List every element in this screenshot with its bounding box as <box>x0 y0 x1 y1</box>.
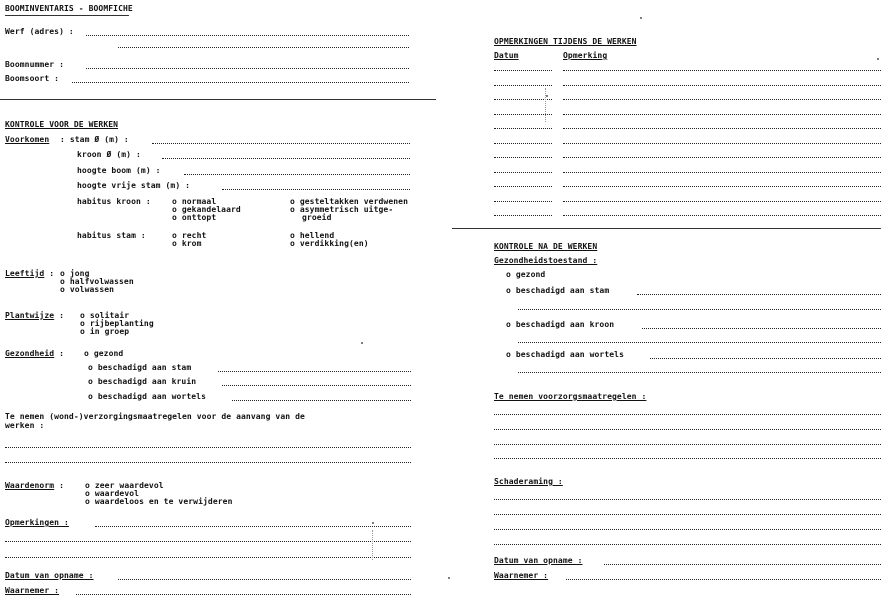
field-voorzorg-line-1[interactable] <box>494 414 881 415</box>
field-beschadigd-wortels[interactable] <box>232 400 411 401</box>
remarks-datum-cell[interactable] <box>494 85 552 86</box>
label-kroon-diameter: kroon Ø (m) : <box>77 150 141 159</box>
option-zeer-waardevol[interactable]: o zeer waardevol <box>85 481 164 490</box>
field-werf-line-2[interactable] <box>118 47 409 48</box>
field-datum-opname-left[interactable] <box>118 579 411 580</box>
field-kroon-diameter[interactable] <box>162 158 410 159</box>
field-na-stam-1[interactable] <box>637 294 881 295</box>
label-waarnemer-left: Waarnemer : <box>5 586 60 595</box>
option-beschadigd-stam[interactable]: o beschadigd aan stam <box>88 363 192 372</box>
remarks-opmerking-cell[interactable] <box>563 99 881 100</box>
remarks-datum-cell[interactable] <box>494 99 552 100</box>
field-werf-line-1[interactable] <box>86 35 409 36</box>
label-opmerkingen: Opmerkingen : <box>5 518 69 527</box>
heading-opmerkingen-tijdens: OPMERKINGEN TIJDENS DE WERKEN <box>494 37 637 46</box>
remarks-opmerking-cell[interactable] <box>563 143 881 144</box>
remarks-datum-cell[interactable] <box>494 186 552 187</box>
col-header-datum: Datum <box>494 51 519 60</box>
label-hoogte-boom: hoogte boom (m) : <box>77 166 161 175</box>
label-stam-diameter: : stam Ø (m) : <box>60 135 129 144</box>
option-waardevol[interactable]: o waardevol <box>85 489 140 498</box>
option-waardeloos[interactable]: o waardeloos en te verwijderen <box>85 497 233 506</box>
option-recht[interactable]: o recht <box>172 231 207 240</box>
field-na-kroon-1[interactable] <box>642 328 881 329</box>
field-wond-line-2[interactable] <box>5 462 411 463</box>
remarks-opmerking-cell[interactable] <box>563 186 881 187</box>
option-asymmetrisch[interactable]: o asymmetrisch uitge- <box>290 205 394 214</box>
remarks-opmerking-cell[interactable] <box>563 85 881 86</box>
option-na-beschadigd-kroon[interactable]: o beschadigd aan kroon <box>506 320 615 329</box>
label-gezondheid: Gezondheid : <box>5 349 65 358</box>
option-jong[interactable]: o jong <box>60 269 90 278</box>
label-plantwijze: Plantwijze : <box>5 311 65 320</box>
option-volwassen[interactable]: o volwassen <box>60 285 115 294</box>
option-hellend[interactable]: o hellend <box>290 231 335 240</box>
field-voorzorg-line-2[interactable] <box>494 429 881 430</box>
option-solitair[interactable]: o solitair <box>80 311 130 320</box>
field-stam-diameter[interactable] <box>152 143 410 144</box>
option-beschadigd-kruin[interactable]: o beschadigd aan kruin <box>88 377 197 386</box>
field-boomnummer[interactable] <box>86 68 409 69</box>
field-waarnemer-left[interactable] <box>76 594 411 595</box>
field-na-stam-2[interactable] <box>518 309 881 310</box>
field-waarnemer-right[interactable] <box>566 579 881 580</box>
scan-mark <box>545 88 546 122</box>
label-werf: Werf (adres) : <box>5 27 74 36</box>
field-boomsoort[interactable] <box>72 82 409 83</box>
label-datum-opname-left: Datum van opname : <box>5 571 94 580</box>
remarks-opmerking-cell[interactable] <box>563 114 881 115</box>
label-wond-maatregelen: Te nemen (wond-)verzorgingsmaatregelen voor de aanvang van de <box>5 412 305 421</box>
field-na-wortels-1[interactable] <box>650 358 881 359</box>
col-header-opmerking: Opmerking <box>563 51 608 60</box>
remarks-datum-cell[interactable] <box>494 201 552 202</box>
field-hoogte-boom[interactable] <box>184 174 410 175</box>
option-beschadigd-wortels[interactable]: o beschadigd aan wortels <box>88 392 206 401</box>
field-hoogte-vrije-stam[interactable] <box>222 189 410 190</box>
field-schade-line-4[interactable] <box>494 544 881 545</box>
option-gezond[interactable]: o gezond <box>84 349 124 358</box>
option-normaal[interactable]: o normaal <box>172 197 217 206</box>
label-wond-maatregelen-cont: werken : <box>5 421 45 430</box>
scan-speck <box>372 522 374 524</box>
label-boomsoort: Boomsoort : <box>5 74 60 83</box>
option-na-gezond[interactable]: o gezond <box>506 270 546 279</box>
field-schade-line-2[interactable] <box>494 514 881 515</box>
heading-gezondheidstoestand: Gezondheidstoestand : <box>494 256 598 265</box>
section-divider-right <box>452 228 881 229</box>
heading-kontrole-voor: KONTROLE VOOR DE WERKEN <box>5 120 119 129</box>
field-opmerkingen-line-2[interactable] <box>5 541 411 542</box>
option-halfvolwassen[interactable]: o halfvolwassen <box>60 277 134 286</box>
remarks-opmerking-cell[interactable] <box>563 215 881 216</box>
field-opmerkingen-line-3[interactable] <box>5 557 411 558</box>
remarks-datum-cell[interactable] <box>494 70 552 71</box>
remarks-opmerking-cell[interactable] <box>563 70 881 71</box>
label-hoogte-vrije-stam: hoogte vrije stam (m) : <box>77 181 191 190</box>
label-datum-opname-right: Datum van opname : <box>494 556 583 565</box>
label-waardenorm: Waardenorm : <box>5 481 65 490</box>
option-na-beschadigd-stam[interactable]: o beschadigd aan stam <box>506 286 610 295</box>
label-habitus-stam: habitus stam : <box>77 231 146 240</box>
label-voorkomen: Voorkomen <box>5 135 50 144</box>
field-voorzorg-line-4[interactable] <box>494 458 881 459</box>
label-leeftijd: Leeftijd : <box>5 269 55 278</box>
field-voorzorg-line-3[interactable] <box>494 444 881 445</box>
scan-mark <box>372 530 373 560</box>
field-schade-line-1[interactable] <box>494 499 881 500</box>
field-beschadigd-stam[interactable] <box>218 371 411 372</box>
field-opmerkingen-line-1[interactable] <box>95 526 411 527</box>
remarks-datum-cell[interactable] <box>494 172 552 173</box>
section-divider-left <box>0 99 436 100</box>
option-rijbeplanting[interactable]: o rijbeplanting <box>80 319 154 328</box>
label-boomnummer: Boomnummer : <box>5 60 64 69</box>
scan-speck <box>640 17 642 19</box>
field-schade-line-3[interactable] <box>494 529 881 530</box>
remarks-opmerking-cell[interactable] <box>563 172 881 173</box>
option-verdikking[interactable]: o verdikking(en) <box>290 239 369 248</box>
field-wond-line-1[interactable] <box>5 447 411 448</box>
label-habitus-kroon: habitus kroon : <box>77 197 151 206</box>
field-datum-opname-right[interactable] <box>604 564 881 565</box>
option-onttopt[interactable]: o onttopt <box>172 213 217 222</box>
option-asymmetrisch-cont: groeid <box>302 213 332 222</box>
form-title: BOOMINVENTARIS - BOOMFICHE <box>5 4 133 13</box>
heading-voorzorgsmaatregelen: Te nemen voorzorgsmaatregelen : <box>494 392 647 401</box>
scan-speck <box>361 342 363 344</box>
remarks-datum-cell[interactable] <box>494 143 552 144</box>
title-underline <box>5 15 129 16</box>
scan-speck <box>448 577 450 579</box>
option-in-groep[interactable]: o in groep <box>80 327 130 336</box>
remarks-datum-cell[interactable] <box>494 128 552 129</box>
remarks-opmerking-cell[interactable] <box>563 128 881 129</box>
heading-schaderaming: Schaderaming : <box>494 477 563 486</box>
scan-speck <box>877 58 879 60</box>
remarks-opmerking-cell[interactable] <box>563 157 881 158</box>
label-waarnemer-right: Waarnemer : <box>494 571 549 580</box>
option-gekandelaard[interactable]: o gekandelaard <box>172 205 241 214</box>
heading-kontrole-na: KONTROLE NA DE WERKEN <box>494 242 598 251</box>
option-krom[interactable]: o krom <box>172 239 202 248</box>
field-na-wortels-2[interactable] <box>518 372 881 373</box>
remarks-opmerking-cell[interactable] <box>563 201 881 202</box>
remarks-datum-cell[interactable] <box>494 157 552 158</box>
field-beschadigd-kruin[interactable] <box>222 385 411 386</box>
scan-speck <box>546 95 548 97</box>
field-na-kroon-2[interactable] <box>518 342 881 343</box>
remarks-datum-cell[interactable] <box>494 215 552 216</box>
option-na-beschadigd-wortels[interactable]: o beschadigd aan wortels <box>506 350 624 359</box>
remarks-datum-cell[interactable] <box>494 114 552 115</box>
option-gesteltakken-verdwenen[interactable]: o gesteltakken verdwenen <box>290 197 408 206</box>
